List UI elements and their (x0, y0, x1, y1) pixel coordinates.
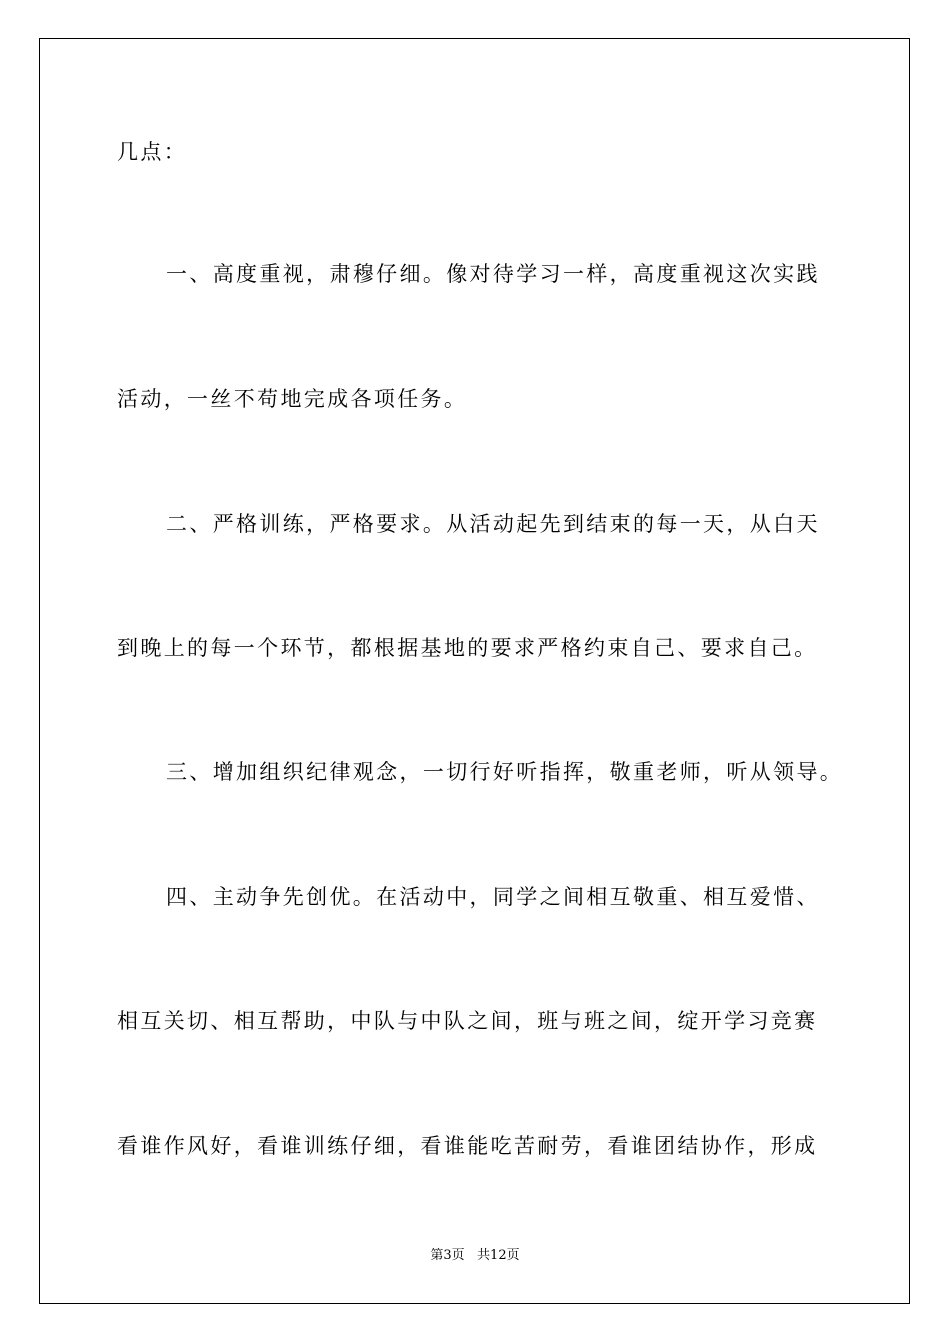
text-line-8: 相互关切、相互帮助，中队与中队之间，班与班之间，绽开学习竞赛 (117, 1009, 818, 1033)
text-line-1: 几点： (117, 140, 188, 164)
text-line-7: 四、主动争先创优。在活动中，同学之间相互敬重、相互爱惜、 (166, 885, 820, 909)
text-line-5: 到晚上的每一个环节，都根据基地的要求严格约束自己、要求自己。 (117, 636, 818, 660)
text-line-9: 看谁作风好，看谁训练仔细，看谁能吃苦耐劳，看谁团结协作，形成 (117, 1134, 818, 1158)
page-number-footer: 第3页 共12页 (430, 1248, 520, 1263)
text-line-4: 二、严格训练，严格要求。从活动起先到结束的每一天，从白天 (166, 512, 820, 536)
text-line-6: 三、增加组织纪律观念，一切行好听指挥，敬重老师，听从领导。 (166, 760, 844, 784)
text-line-3: 活动，一丝不苟地完成各项任务。 (117, 387, 468, 411)
text-line-2: 一、高度重视，肃穆仔细。像对待学习一样，高度重视这次实践 (166, 262, 820, 286)
page-frame (39, 38, 910, 1304)
